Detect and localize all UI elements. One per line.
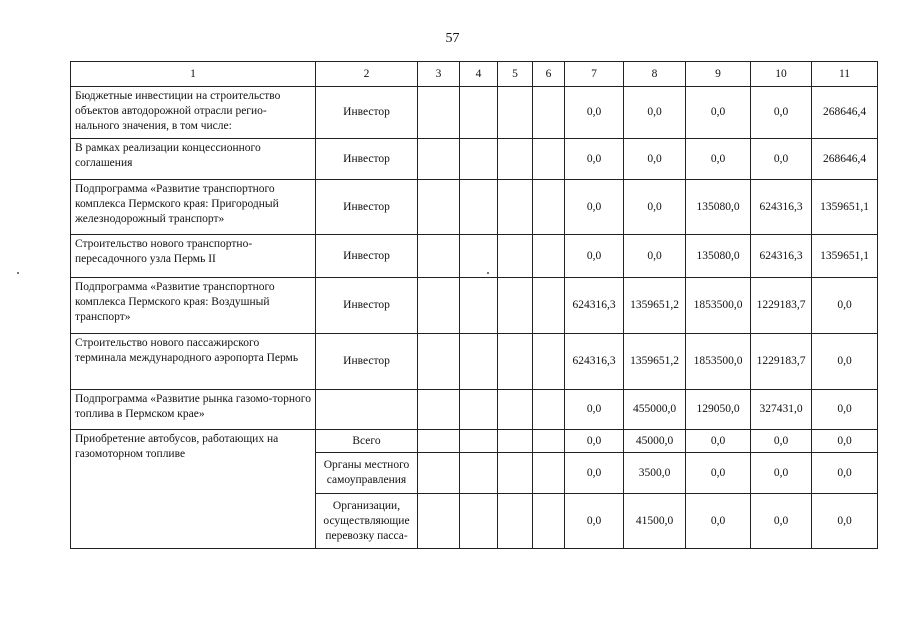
empty-cell <box>498 334 533 390</box>
empty-cell <box>533 235 565 278</box>
value-cell: 0,0 <box>624 235 686 278</box>
value-cell: 0,0 <box>565 235 624 278</box>
empty-cell <box>533 430 565 453</box>
header-cell: 7 <box>565 62 624 87</box>
value-cell: 0,0 <box>624 180 686 235</box>
empty-cell <box>533 453 565 494</box>
value-cell: 0,0 <box>565 494 624 549</box>
value-cell: 0,0 <box>565 430 624 453</box>
empty-cell <box>498 494 533 549</box>
header-row <box>71 62 878 87</box>
value-cell: 0,0 <box>751 494 812 549</box>
row-name: Бюджетные инвестиции на строительство объектов автодорожной отрасли регио-нального значения, в том числе: <box>71 87 316 139</box>
value-cell: 0,0 <box>751 453 812 494</box>
empty-cell <box>418 494 460 549</box>
table-row <box>71 278 878 334</box>
value-cell: 0,0 <box>686 494 751 549</box>
value-cell: 1229183,7 <box>751 334 812 390</box>
row-executor: Инвестор <box>316 278 418 334</box>
value-cell: 0,0 <box>686 430 751 453</box>
value-cell: 41500,0 <box>624 494 686 549</box>
value-cell: 1359651,2 <box>624 334 686 390</box>
header-cell: 5 <box>498 62 533 87</box>
value-cell: 1853500,0 <box>686 334 751 390</box>
value-cell: 135080,0 <box>686 235 751 278</box>
empty-cell <box>460 278 498 334</box>
value-cell: 0,0 <box>812 278 878 334</box>
value-cell: 0,0 <box>812 334 878 390</box>
row-executor: Инвестор <box>316 235 418 278</box>
value-cell: 0,0 <box>686 87 751 139</box>
table-row <box>71 139 878 180</box>
page-number: 57 <box>445 31 460 46</box>
table-row <box>71 334 878 390</box>
value-cell: 135080,0 <box>686 180 751 235</box>
empty-cell <box>460 235 498 278</box>
empty-cell <box>533 494 565 549</box>
empty-cell <box>498 278 533 334</box>
empty-cell <box>498 139 533 180</box>
value-cell: 0,0 <box>751 139 812 180</box>
empty-cell <box>498 453 533 494</box>
empty-cell <box>498 180 533 235</box>
table-row <box>71 87 878 139</box>
header-cell: 10 <box>751 62 812 87</box>
value-cell: 0,0 <box>812 430 878 453</box>
header-cell: 2 <box>316 62 418 87</box>
row-executor: Инвестор <box>316 87 418 139</box>
empty-cell <box>418 334 460 390</box>
row-executor: Инвестор <box>316 139 418 180</box>
value-cell: 0,0 <box>565 139 624 180</box>
value-cell: 0,0 <box>751 87 812 139</box>
empty-cell <box>498 87 533 139</box>
empty-cell <box>460 139 498 180</box>
empty-cell <box>533 278 565 334</box>
empty-cell <box>418 453 460 494</box>
value-cell: 129050,0 <box>686 390 751 430</box>
value-cell: 268646,4 <box>812 139 878 180</box>
header-cell: 6 <box>533 62 565 87</box>
value-cell: 1229183,7 <box>751 278 812 334</box>
scan-speck <box>17 272 19 274</box>
empty-cell <box>533 180 565 235</box>
table-row <box>71 390 878 430</box>
empty-cell <box>460 87 498 139</box>
value-cell: 1853500,0 <box>686 278 751 334</box>
value-cell: 268646,4 <box>812 87 878 139</box>
empty-cell <box>533 139 565 180</box>
row-name: Подпрограмма «Развитие транспортного комплекса Пермского края: Пригородный железнодорожный транспорт» <box>71 180 316 235</box>
empty-cell <box>533 390 565 430</box>
value-cell: 1359651,2 <box>624 278 686 334</box>
value-cell: 0,0 <box>686 139 751 180</box>
value-cell: 0,0 <box>751 430 812 453</box>
header-cell: 3 <box>418 62 460 87</box>
empty-cell <box>418 180 460 235</box>
row-name: Строительство нового пассажирского терминала международного аэропорта Пермь <box>71 334 316 390</box>
row-name: Приобретение автобусов, работающих на газомоторном топливе <box>71 430 316 549</box>
table-row <box>71 180 878 235</box>
value-cell: 0,0 <box>812 494 878 549</box>
value-cell: 0,0 <box>686 453 751 494</box>
empty-cell <box>460 390 498 430</box>
empty-cell <box>460 334 498 390</box>
empty-cell <box>418 87 460 139</box>
value-cell: 0,0 <box>812 453 878 494</box>
empty-cell <box>418 390 460 430</box>
row-executor: Органы местного самоуправления <box>316 453 418 494</box>
value-cell: 0,0 <box>624 87 686 139</box>
row-executor: Всего <box>316 430 418 453</box>
value-cell: 3500,0 <box>624 453 686 494</box>
empty-cell <box>533 87 565 139</box>
table-row <box>71 430 878 453</box>
empty-cell <box>460 494 498 549</box>
empty-cell <box>460 453 498 494</box>
row-executor: Организации, осуществляющие перевозку пасса- <box>316 494 418 549</box>
empty-cell <box>498 235 533 278</box>
header-cell: 8 <box>624 62 686 87</box>
value-cell: 45000,0 <box>624 430 686 453</box>
value-cell: 624316,3 <box>751 235 812 278</box>
row-name: Подпрограмма «Развитие рынка газомо-торного топлива в Пермском крае» <box>71 390 316 430</box>
value-cell: 327431,0 <box>751 390 812 430</box>
empty-cell <box>498 430 533 453</box>
header-cell: 4 <box>460 62 498 87</box>
value-cell: 455000,0 <box>624 390 686 430</box>
row-executor: Инвестор <box>316 334 418 390</box>
empty-cell <box>498 390 533 430</box>
row-name: Подпрограмма «Развитие транспортного комплекса Пермского края: Воздушный транспорт» <box>71 278 316 334</box>
row-executor <box>316 390 418 430</box>
empty-cell <box>460 180 498 235</box>
empty-cell <box>418 430 460 453</box>
header-cell: 1 <box>71 62 316 87</box>
value-cell: 624316,3 <box>565 334 624 390</box>
empty-cell <box>460 430 498 453</box>
row-executor: Инвестор <box>316 180 418 235</box>
value-cell: 0,0 <box>565 180 624 235</box>
empty-cell <box>418 235 460 278</box>
empty-cell <box>533 334 565 390</box>
value-cell: 624316,3 <box>751 180 812 235</box>
row-name: В рамках реализации концессионного соглашения <box>71 139 316 180</box>
empty-cell <box>418 139 460 180</box>
header-cell: 9 <box>686 62 751 87</box>
value-cell: 1359651,1 <box>812 180 878 235</box>
value-cell: 0,0 <box>624 139 686 180</box>
value-cell: 1359651,1 <box>812 235 878 278</box>
table-row <box>71 235 878 278</box>
empty-cell <box>418 278 460 334</box>
value-cell: 0,0 <box>565 453 624 494</box>
value-cell: 0,0 <box>565 390 624 430</box>
row-name: Строительство нового транспортно-пересадочного узла Пермь II <box>71 235 316 278</box>
header-cell: 11 <box>812 62 878 87</box>
budget-table <box>70 61 878 549</box>
value-cell: 624316,3 <box>565 278 624 334</box>
value-cell: 0,0 <box>565 87 624 139</box>
value-cell: 0,0 <box>812 390 878 430</box>
